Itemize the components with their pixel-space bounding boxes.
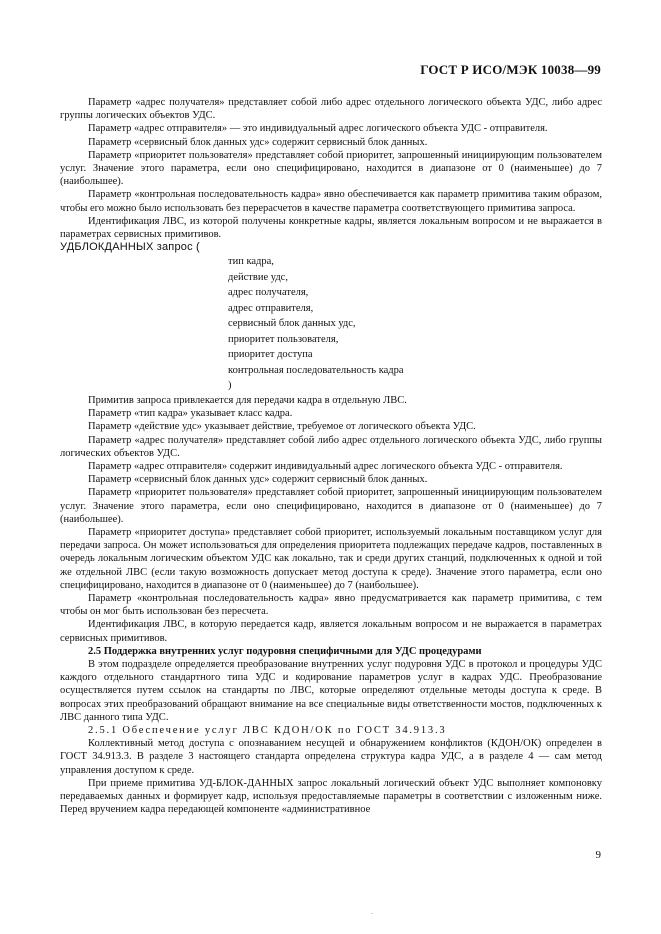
primitive-parameter: действие удс,	[228, 271, 288, 283]
document-header: ГОСТ Р ИСО/МЭК 10038—99	[420, 62, 601, 77]
primitive-parameter: тип кадра,	[228, 256, 274, 268]
primitive-parameter: адрес получателя,	[228, 287, 309, 299]
footer-mark: .	[371, 907, 373, 916]
paragraph: Параметр «адрес отправителя» — это индивидуальный адрес логического объекта УДС - отправителя.	[88, 123, 548, 135]
paragraph: Параметр «адрес получателя» представляет собой либо адрес отдельного логического объекта УДС, либо группы логических объектов УДС.	[60, 434, 602, 459]
subsection-title: 2.5.1 Обеспечение услуг ЛВС КДОН/ОК по ГОСТ 34.913.3	[88, 725, 447, 737]
primitive-closing-paren: )	[228, 380, 232, 392]
paragraph: Параметр «приоритет пользователя» представляет собой приоритет, запрошенный инициирующим пользователем услуг. Значение этого параметра, если оно специфицировано, находится в диапазоне от 0 (наименьшее) до 7 (наибольшее).	[60, 149, 602, 188]
paragraph: Параметр «адрес получателя» представляет собой либо адрес отдельного логического объекта УДС, либо адрес группы логических объектов УДС.	[60, 97, 602, 122]
paragraph: Идентификация ЛВС, в которую передается кадр, является локальным вопросом и не выражается в параметрах сервисных примитивов.	[60, 619, 602, 644]
paragraph: Параметр «приоритет пользователя» представляет собой приоритет, запрошенный инициирующим пользователем услуг. Значение этого параметра, если оно специфицировано, находится в диапазоне от 0 (наименьшее) до 7 (наибольшее).	[60, 487, 602, 525]
paragraph: Параметр «действие удс» указывает действие, требуемое от логического объекта УДС.	[88, 421, 476, 433]
paragraph: Параметр «контрольная последовательность кадра» явно предусматривается как параметр примитива, с тем чтобы он мог быть использован без пересчета.	[60, 592, 602, 618]
paragraph: В этом подразделе определяется преобразование внутренних услуг подуровня УДС в протокол и процедуры УДС каждого отдельного стандартного типа УДС и кодирование параметров услуг в кадрах УДС. Преобразование осуществляется путем ссылок на стандарты по ЛВС, которые определяют отдельные методы доступа к среде. В вопросах этих преобразований обращают внимание на все специальные виды ответственности мостов, подключенных к ЛВС данного типа УДС.	[60, 659, 602, 723]
section-title: 2.5 Поддержка внутренних услуг подуровня специфичными для УДС процедурами	[88, 645, 482, 657]
paragraph: Параметр «контрольная последовательность кадра» явно обеспечивается как параметр примитива таким образом, чтобы его можно было использовать без перерасчетов в качестве параметра соответствующего примитива запроса.	[60, 189, 602, 214]
paragraph: Идентификация ЛВС, из которой получены конкретные кадры, является локальным вопросом и не выражается в параметрах сервисных примитивов.	[60, 215, 602, 241]
primitive-parameter: приоритет пользователя,	[228, 333, 339, 345]
paragraph: Параметр «адрес отправителя» содержит индивидуальный адрес логического объекта УДС - отправителя.	[88, 460, 563, 472]
paragraph: Примитив запроса привлекается для передачи кадра в отдельную ЛВС.	[88, 394, 407, 406]
primitive-parameter-list	[228, 254, 602, 394]
paragraph: Параметр «приоритет доступа» представляет собой приоритет, используемый локальным поставщиком услуг для передачи запроса. Он может использоваться для определения приоритета подлежащих передаче кадров, поставленных в очередь локальным логическим объектом УДС как локально, так и среди других станций, подключенных к одной и той же отдельной ЛВС (если такую возможность допускает метод доступа к среде). Значение этого параметра, если оно специфицировано, находится в диапазоне от 0 (наименьшее) до 7 (наибольшее).	[60, 526, 602, 591]
primitive-parameter: контрольная последовательность кадра	[228, 364, 404, 376]
primitive-name: УДБЛОКДАННЫХ запрос (	[60, 241, 200, 254]
primitive-parameter: адрес отправителя,	[228, 302, 314, 314]
paragraph: Параметр «сервисный блок данных удс» содержит сервисный блок данных.	[88, 136, 428, 148]
paragraph: Параметр «сервисный блок данных удс» содержит сервисный блок данных.	[88, 474, 428, 486]
paragraph: Коллективный метод доступа с опознаванием несущей и обнаружением конфликтов (КДОН/ОК) определен в ГОСТ 34.913.3. В разделе 3 настоящего стандарта определена структура кадра УДС, а в разделе 4 — сам метод управления доступом к среде.	[60, 738, 602, 776]
page-number: 9	[595, 849, 601, 861]
page-body	[60, 96, 602, 816]
paragraph: При приеме примитива УД-БЛОК-ДАННЫХ запрос локальный логический объект УДС выполняет компоновку передаваемых данных и формирует кадр, используя предоставляемые параметры в соответствии с изложенным ниже. Перед вручением кадра передающей компоненте «административное	[60, 777, 602, 816]
primitive-parameter: сервисный блок данных удс,	[228, 318, 356, 330]
paragraph: Параметр «тип кадра» указывает класс кадра.	[88, 408, 293, 420]
primitive-parameter: приоритет доступа	[228, 349, 313, 361]
